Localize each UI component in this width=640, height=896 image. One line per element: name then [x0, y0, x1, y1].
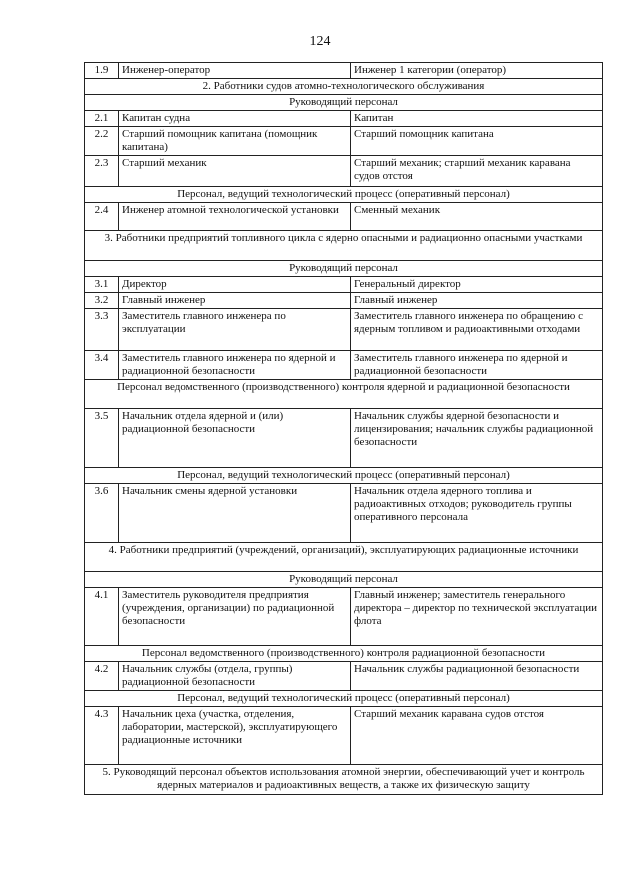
- table-row: [85, 409, 603, 468]
- item-number: 3.2: [85, 293, 119, 309]
- item-number: 3.4: [85, 351, 119, 380]
- group-row: [85, 261, 603, 277]
- page-number: 124: [309, 34, 331, 49]
- equivalent-position: Начальник отдела ядерного топлива и радиоактивных отходов; руководитель группы оперативного персонала: [351, 484, 603, 543]
- position-name: Главный инженер: [119, 293, 351, 309]
- equivalent-position: Начальник службы радиационной безопасности: [351, 662, 603, 691]
- group-row: [85, 468, 603, 484]
- table-row: [85, 293, 603, 309]
- group-row: [85, 380, 603, 409]
- section-heading: 2. Работники судов атомно-технологического обслуживания: [85, 79, 603, 95]
- group-row: [85, 646, 603, 662]
- position-name: Заместитель руководителя предприятия (учреждения, организации) по радиационной безопасности: [119, 588, 351, 646]
- section-row: [85, 231, 603, 261]
- group-row: [85, 691, 603, 707]
- section-row: [85, 543, 603, 572]
- item-number: 2.1: [85, 111, 119, 127]
- section-heading: 3. Работники предприятий топливного цикла с ядерно опасными и радиационно опасными участками: [85, 231, 603, 261]
- table-row: [85, 351, 603, 380]
- position-name: Инженер-оператор: [119, 63, 351, 79]
- table-row: [85, 662, 603, 691]
- table-row: [85, 203, 603, 231]
- position-name: Начальник отдела ядерной и (или) радиационной безопасности: [119, 409, 351, 468]
- equivalent-position: Сменный механик: [351, 203, 603, 231]
- group-row: [85, 572, 603, 588]
- table-row: [85, 63, 603, 79]
- position-name: Начальник службы (отдела, группы) радиационной безопасности: [119, 662, 351, 691]
- equivalent-position: Старший помощник капитана: [351, 127, 603, 156]
- group-heading: Персонал ведомственного (производственного) контроля ядерной и радиационной безопасности: [85, 380, 603, 409]
- equivalent-position: Капитан: [351, 111, 603, 127]
- table-row: [85, 484, 603, 543]
- group-heading: Персонал ведомственного (производственного) контроля радиационной безопасности: [85, 646, 603, 662]
- position-name: Старший помощник капитана (помощник капитана): [119, 127, 351, 156]
- section-heading: 5. Руководящий персонал объектов использования атомной энергии, обеспечивающий учет и контроль ядерных материалов и радиоактивных веществ, а также их физическую защиту: [85, 765, 603, 795]
- position-name: Начальник цеха (участка, отделения, лаборатории, мастерской), эксплуатирующего радиационные источники: [119, 707, 351, 765]
- group-heading: Персонал, ведущий технологический процесс (оперативный персонал): [85, 187, 603, 203]
- table-row: [85, 277, 603, 293]
- item-number: 3.1: [85, 277, 119, 293]
- section-heading: 4. Работники предприятий (учреждений, организаций), эксплуатирующих радиационные источники: [85, 543, 603, 572]
- position-name: Начальник смены ядерной установки: [119, 484, 351, 543]
- section-row: [85, 79, 603, 95]
- item-number: 2.4: [85, 203, 119, 231]
- group-row: [85, 95, 603, 111]
- position-name: Капитан судна: [119, 111, 351, 127]
- item-number: 4.3: [85, 707, 119, 765]
- item-number: 2.3: [85, 156, 119, 187]
- group-heading: Персонал, ведущий технологический процесс (оперативный персонал): [85, 468, 603, 484]
- group-row: [85, 187, 603, 203]
- equivalent-position: Главный инженер: [351, 293, 603, 309]
- section-row: [85, 765, 603, 795]
- position-name: Директор: [119, 277, 351, 293]
- position-name: Заместитель главного инженера по эксплуатации: [119, 309, 351, 351]
- table-row: [85, 127, 603, 156]
- position-name: Заместитель главного инженера по ядерной и радиационной безопасности: [119, 351, 351, 380]
- table-row: [85, 156, 603, 187]
- position-name: Инженер атомной технологической установки: [119, 203, 351, 231]
- positions-table-body: [85, 63, 603, 795]
- position-name: Старший механик: [119, 156, 351, 187]
- group-heading: Персонал, ведущий технологический процесс (оперативный персонал): [85, 691, 603, 707]
- group-heading: Руководящий персонал: [85, 261, 603, 277]
- group-heading: Руководящий персонал: [85, 572, 603, 588]
- positions-table: [84, 62, 603, 795]
- equivalent-position: Генеральный директор: [351, 277, 603, 293]
- equivalent-position: Старший механик; старший механик каравана судов отстоя: [351, 156, 603, 187]
- equivalent-position: Инженер 1 категории (оператор): [351, 63, 603, 79]
- table-row: [85, 111, 603, 127]
- equivalent-position: Заместитель главного инженера по обращению с ядерным топливом и радиоактивными отходами: [351, 309, 603, 351]
- item-number: 1.9: [85, 63, 119, 79]
- group-heading: Руководящий персонал: [85, 95, 603, 111]
- item-number: 3.5: [85, 409, 119, 468]
- equivalent-position: Заместитель главного инженера по ядерной и радиационной безопасности: [351, 351, 603, 380]
- item-number: 4.2: [85, 662, 119, 691]
- table-row: [85, 309, 603, 351]
- item-number: 2.2: [85, 127, 119, 156]
- equivalent-position: Главный инженер; заместитель генерального директора – директор по технической эксплуатации флота: [351, 588, 603, 646]
- table-row: [85, 707, 603, 765]
- equivalent-position: Старший механик каравана судов отстоя: [351, 707, 603, 765]
- item-number: 3.3: [85, 309, 119, 351]
- item-number: 4.1: [85, 588, 119, 646]
- table-row: [85, 588, 603, 646]
- item-number: 3.6: [85, 484, 119, 543]
- equivalent-position: Начальник службы ядерной безопасности и лицензирования; начальник службы радиационной безопасности: [351, 409, 603, 468]
